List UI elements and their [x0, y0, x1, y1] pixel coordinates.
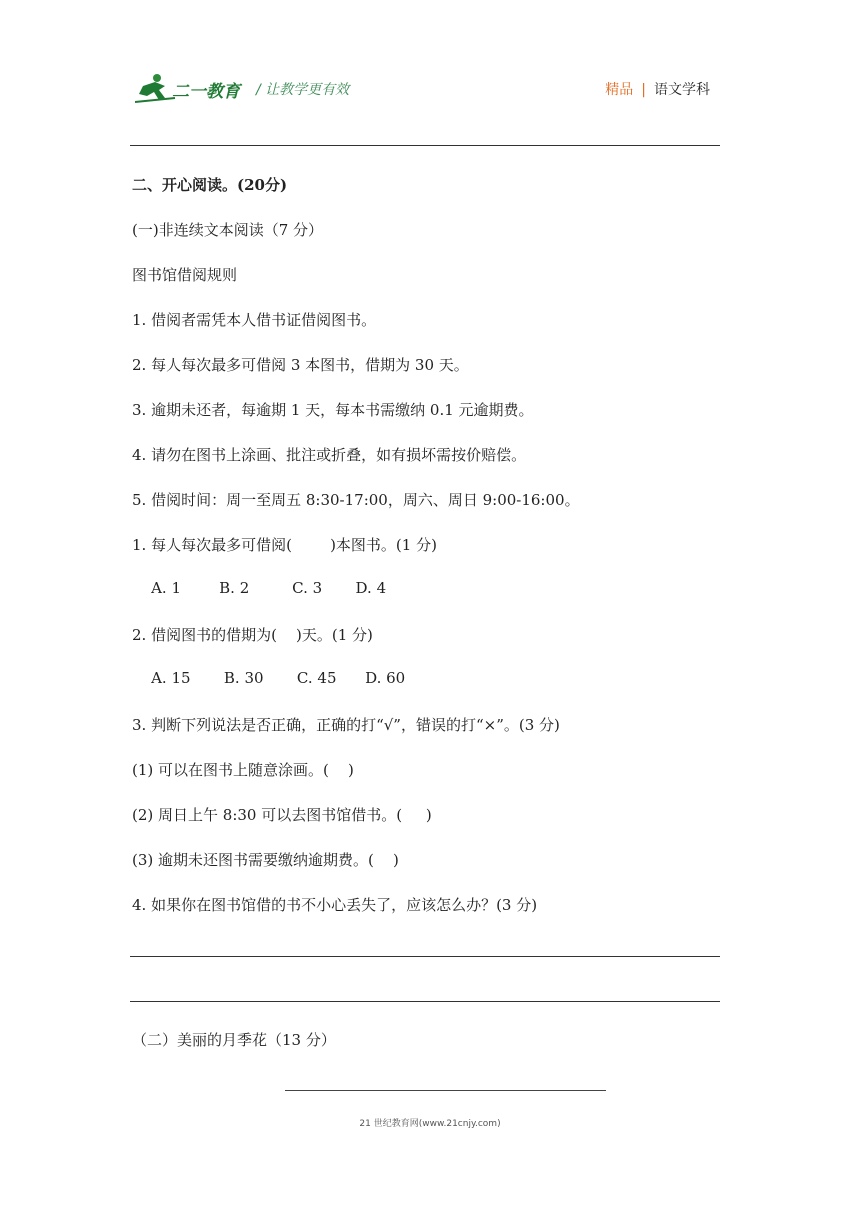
header-divider	[130, 145, 720, 146]
question-1-options: A. 1 B. 2 C. 3 D. 4	[132, 579, 387, 597]
footer-text: 21 世纪教育网(www.21cnjy.com)	[359, 1119, 501, 1129]
page-header	[0, 0, 860, 150]
answer-line	[130, 956, 720, 957]
brand-label	[605, 79, 710, 99]
rule-item: 4. 请勿在图书上涂画、批注或折叠，如有损坏需按价赔偿。	[132, 446, 527, 464]
rule-item: 2. 每人每次最多可借阅 3 本图书，借期为 30 天。	[132, 356, 469, 374]
question-1: 1. 每人每次最多可借阅( )本图书。(1 分)	[132, 536, 437, 554]
subsection-title: (一)非连续文本阅读（7 分）	[132, 221, 324, 239]
question-3-item: (2) 周日上午 8:30 可以去图书馆借书。( )	[132, 806, 432, 824]
logo-text: 二一教育	[172, 82, 240, 102]
answer-line	[130, 1001, 720, 1002]
question-4: 4. 如果你在图书馆借的书不小心丢失了，应该怎么办？(3 分)	[132, 896, 538, 914]
question-3: 3. 判断下列说法是否正确，正确的打“√”，错误的打“×”。(3 分)	[132, 716, 560, 734]
question-2: 2. 借阅图书的借期为( )天。(1 分)	[132, 626, 373, 644]
rule-item: 3. 逾期未还者，每逾期 1 天，每本书需缴纳 0.1 元逾期费。	[132, 401, 534, 419]
rule-item: 5. 借阅时间：周一至周五 8:30-17:00，周六、周日 9:00-16:00。	[132, 491, 580, 509]
rule-item: 1. 借阅者需凭本人借书证借阅图书。	[132, 311, 377, 329]
brand-subject: 语文学科	[654, 82, 710, 98]
question-3-item: (3) 逾期未还图书需要缴纳逾期费。( )	[132, 851, 399, 869]
slogan: / 让教学更有效	[256, 82, 350, 98]
question-3-item: (1) 可以在图书上随意涂画。( )	[132, 761, 354, 779]
footer-divider	[285, 1090, 606, 1091]
section-title: 二、开心阅读。(20分)	[132, 176, 288, 194]
question-2-options: A. 15 B. 30 C. 45 D. 60	[132, 669, 406, 687]
rules-heading: 图书馆借阅规则	[132, 266, 238, 284]
brand-premium: 精品	[605, 82, 634, 98]
subsection-title-2: （二）美丽的月季花（13 分）	[132, 1031, 336, 1049]
brand-separator: |	[641, 82, 646, 98]
